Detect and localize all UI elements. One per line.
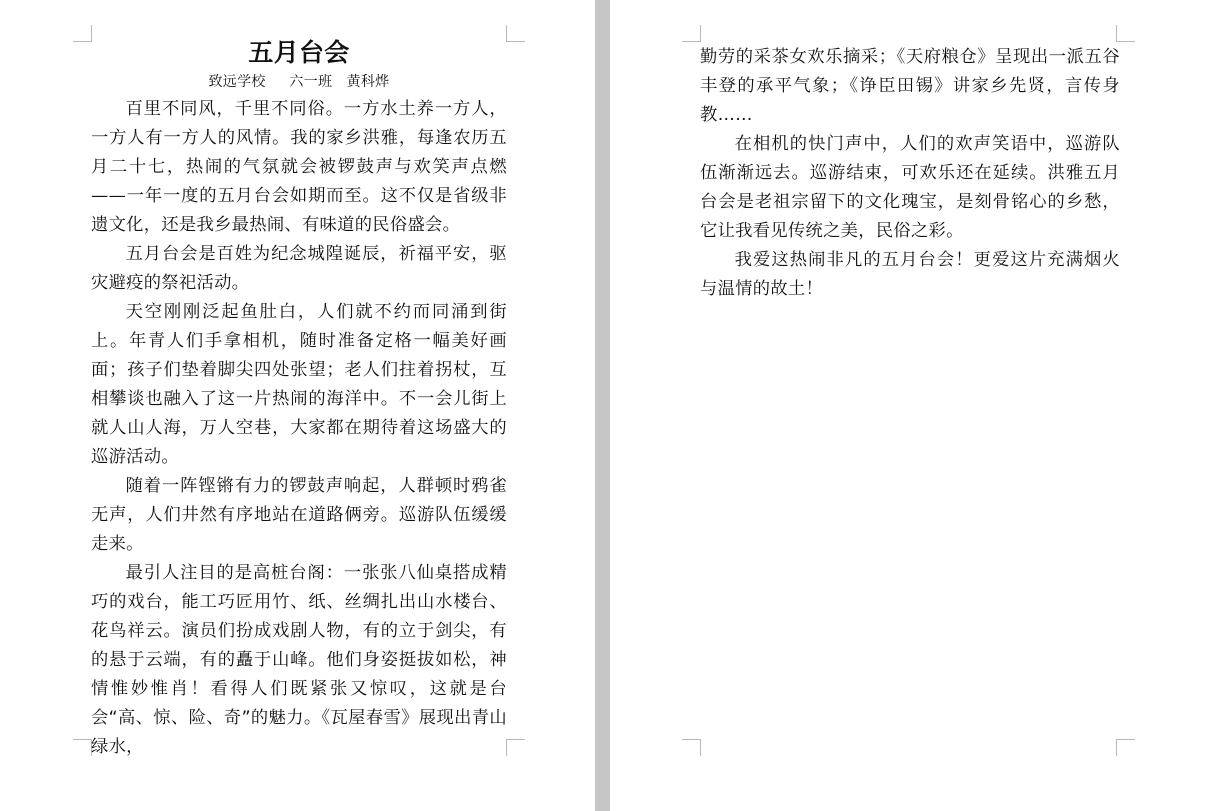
margin-corner-bottom-left (682, 739, 701, 756)
paragraph: 随着一阵铿锵有力的锣鼓声响起，人群顿时鸦雀无声，人们井然有序地站在道路俩旁。巡游队伍缓缓走来。 (91, 476, 507, 554)
paragraph: 百里不同风，千里不同俗。一方水土养一方人，一方人有一方人的风情。我的家乡洪雅，每逢农历五月二十七，热闹的气氛就会被锣鼓声与欢笑声点燃——一年一度的五月台会如期而至。这不仅是省级非遗文化，还是我乡最热闹、有味道的民俗盛会。 (91, 99, 507, 235)
paragraph: 五月台会是百姓为纪念城隍诞辰，祈福平安，驱灾避疫的祭祀活动。 (91, 244, 507, 293)
document-page-left (0, 0, 595, 811)
page-body-right[interactable] (700, 43, 1120, 304)
page-body-left[interactable] (91, 35, 507, 762)
author-line: 致远学校 六一班 黄科烨 (208, 74, 390, 90)
margin-corner-top-left (73, 25, 92, 42)
paragraph: 天空刚刚泛起鱼肚白，人们就不约而同涌到街上。年青人们手拿相机，随时准备定格一幅美好画面；孩子们垫着脚尖四处张望；老人们拄着拐杖，互相攀谈也融入了这一片热闹的海洋中。不一会儿街上就人山人海，万人空巷，大家都在期待着这场盛大的巡游活动。 (91, 302, 507, 467)
paragraph: 我爱这热闹非凡的五月台会！更爱这片充满烟火与温情的故土！ (700, 250, 1120, 299)
margin-corner-top-right (1116, 25, 1135, 42)
page-gutter (595, 0, 610, 811)
margin-corner-top-left (682, 25, 701, 42)
document-page-right (610, 0, 1205, 811)
document-title: 五月台会 (248, 38, 350, 67)
paragraph: 在相机的快门声中，人们的欢声笑语中，巡游队伍渐渐远去。巡游结束，可欢乐还在延续。洪雅五月台会是老祖宗留下的文化瑰宝，是刻骨铭心的乡愁，它让我看见传统之美，民俗之彩。 (700, 134, 1120, 241)
margin-corner-bottom-right (1116, 739, 1135, 756)
margin-corner-bottom-left (73, 739, 92, 756)
margin-corner-bottom-right (506, 739, 525, 756)
paragraph: 勤劳的采茶女欢乐摘采；《天府粮仓》呈现出一派五谷丰登的承平气象；《诤臣田锡》讲家乡先贤，言传身教…… (700, 47, 1120, 125)
paragraph: 最引人注目的是高桩台阁：一张张八仙桌搭成精巧的戏台，能工巧匠用竹、纸、丝绸扎出山水楼台、花鸟祥云。演员们扮成戏剧人物，有的立于剑尖，有的悬于云端，有的矗于山峰。他们身姿挺拔如松，神情惟妙惟肖！看得人们既紧张又惊叹，这就是台会“高、惊、险、奇”的魅力。《瓦屋春雪》展现出青山绿水， (91, 563, 507, 757)
margin-corner-top-right (506, 25, 525, 42)
